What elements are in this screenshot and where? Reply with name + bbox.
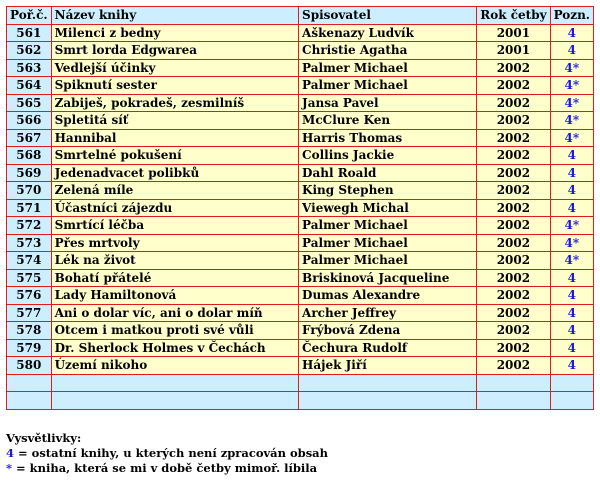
cell-title: Smrtelné pokušení	[51, 147, 298, 165]
cell-author: Hájek Jiří	[299, 357, 477, 375]
cell-author: Palmer Michael	[299, 234, 477, 252]
cell-note: 4	[550, 147, 593, 165]
cell-title: Lék na život	[51, 252, 298, 270]
cell-author: Palmer Michael	[299, 252, 477, 270]
cell-note: 4	[550, 304, 593, 322]
cell-number: 568	[7, 147, 52, 165]
empty-cell	[299, 374, 477, 392]
legend-line-favorite	[6, 461, 328, 476]
cell-title: Spletitá síť	[51, 112, 298, 130]
table-row	[7, 112, 594, 130]
cell-author: Dahl Roald	[299, 164, 477, 182]
table-row	[7, 269, 594, 287]
cell-note: 4*	[550, 112, 593, 130]
empty-cell	[7, 374, 52, 392]
cell-year: 2002	[477, 59, 550, 77]
table-row	[7, 182, 594, 200]
cell-number: 570	[7, 182, 52, 200]
cell-year: 2002	[477, 252, 550, 270]
cell-title: Účastníci zájezdu	[51, 199, 298, 217]
cell-year: 2002	[477, 339, 550, 357]
cell-note: 4*	[550, 217, 593, 235]
cell-title: Zelená míle	[51, 182, 298, 200]
table-header-row	[7, 7, 594, 25]
cell-number: 566	[7, 112, 52, 130]
cell-author: Viewegh Michal	[299, 199, 477, 217]
cell-note: 4	[550, 164, 593, 182]
cell-number: 567	[7, 129, 52, 147]
table-row	[7, 94, 594, 112]
cell-author: Archer Jeffrey	[299, 304, 477, 322]
empty-row	[7, 392, 594, 410]
empty-cell	[550, 374, 593, 392]
legend-mark-star: *	[6, 461, 13, 475]
cell-year: 2002	[477, 357, 550, 375]
cell-author: Palmer Michael	[299, 59, 477, 77]
cell-author: King Stephen	[299, 182, 477, 200]
cell-note: 4	[550, 269, 593, 287]
cell-title: Otcem i matkou proti své vůli	[51, 322, 298, 340]
table-row	[7, 129, 594, 147]
cell-author: Jansa Pavel	[299, 94, 477, 112]
empty-cell	[51, 374, 298, 392]
cell-year: 2002	[477, 322, 550, 340]
cell-author: Čechura Rudolf	[299, 339, 477, 357]
cell-title: Území nikoho	[51, 357, 298, 375]
cell-title: Hannibal	[51, 129, 298, 147]
cell-year: 2002	[477, 147, 550, 165]
cell-title: Bohatí přátelé	[51, 269, 298, 287]
legend-text-favorite: = kniha, která se mi v době četby mimoř. líbila	[12, 461, 318, 475]
empty-cell	[477, 374, 550, 392]
table-row	[7, 147, 594, 165]
empty-cell	[550, 392, 593, 410]
table-row	[7, 252, 594, 270]
table-row	[7, 322, 594, 340]
legend	[6, 431, 328, 476]
empty-row	[7, 374, 594, 392]
header-title: Název knihy	[51, 7, 298, 25]
table-row	[7, 357, 594, 375]
cell-year: 2002	[477, 129, 550, 147]
cell-author: Briskinová Jacqueline	[299, 269, 477, 287]
cell-number: 561	[7, 24, 52, 42]
cell-title: Jedenadvacet polibků	[51, 164, 298, 182]
cell-note: 4	[550, 199, 593, 217]
cell-number: 563	[7, 59, 52, 77]
table-row	[7, 287, 594, 305]
cell-author: McClure Ken	[299, 112, 477, 130]
cell-title: Dr. Sherlock Holmes v Čechách	[51, 339, 298, 357]
cell-note: 4*	[550, 252, 593, 270]
cell-year: 2002	[477, 287, 550, 305]
table-row	[7, 42, 594, 60]
cell-title: Vedlejší účinky	[51, 59, 298, 77]
table-row	[7, 339, 594, 357]
cell-title: Smrtící léčba	[51, 217, 298, 235]
legend-heading: Vysvětlivky:	[6, 431, 82, 445]
cell-year: 2002	[477, 182, 550, 200]
cell-note: 4	[550, 182, 593, 200]
cell-number: 580	[7, 357, 52, 375]
cell-number: 578	[7, 322, 52, 340]
cell-year: 2001	[477, 42, 550, 60]
cell-year: 2002	[477, 269, 550, 287]
cell-note: 4	[550, 339, 593, 357]
cell-note: 4	[550, 357, 593, 375]
table-row	[7, 217, 594, 235]
table-row	[7, 164, 594, 182]
cell-note: 4*	[550, 94, 593, 112]
cell-number: 564	[7, 77, 52, 95]
cell-author: Palmer Michael	[299, 217, 477, 235]
cell-note: 4*	[550, 77, 593, 95]
cell-title: Lady Hamiltonová	[51, 287, 298, 305]
cell-author: Christie Agatha	[299, 42, 477, 60]
book-list-container	[6, 6, 594, 410]
cell-title: Přes mrtvoly	[51, 234, 298, 252]
cell-year: 2002	[477, 94, 550, 112]
cell-year: 2002	[477, 112, 550, 130]
header-author: Spisovatel	[299, 7, 477, 25]
cell-note: 4	[550, 287, 593, 305]
empty-cell	[299, 392, 477, 410]
empty-cell	[51, 392, 298, 410]
cell-author: Harris Thomas	[299, 129, 477, 147]
header-note: Pozn.	[550, 7, 593, 25]
book-table	[6, 6, 594, 410]
cell-title: Zabiješ, pokradeš, zesmilníš	[51, 94, 298, 112]
cell-number: 579	[7, 339, 52, 357]
cell-title: Milenci z bedny	[51, 24, 298, 42]
cell-number: 565	[7, 94, 52, 112]
cell-year: 2002	[477, 234, 550, 252]
cell-author: Palmer Michael	[299, 77, 477, 95]
cell-note: 4*	[550, 234, 593, 252]
table-row	[7, 234, 594, 252]
cell-note: 4	[550, 322, 593, 340]
cell-number: 574	[7, 252, 52, 270]
cell-author: Dumas Alexandre	[299, 287, 477, 305]
table-row	[7, 24, 594, 42]
legend-text-other: = ostatní knihy, u kterých není zpracován obsah	[14, 446, 328, 460]
cell-number: 562	[7, 42, 52, 60]
cell-title: Smrt lorda Edgwarea	[51, 42, 298, 60]
table-row	[7, 59, 594, 77]
cell-year: 2002	[477, 77, 550, 95]
legend-mark-four: 4	[6, 446, 15, 460]
cell-year: 2002	[477, 217, 550, 235]
empty-cell	[477, 392, 550, 410]
cell-year: 2002	[477, 164, 550, 182]
cell-author: Frýbová Zdena	[299, 322, 477, 340]
cell-year: 2002	[477, 304, 550, 322]
cell-number: 571	[7, 199, 52, 217]
cell-note: 4*	[550, 129, 593, 147]
cell-author: Collins Jackie	[299, 147, 477, 165]
cell-author: Aškenazy Ludvík	[299, 24, 477, 42]
cell-note: 4	[550, 42, 593, 60]
legend-line-other	[6, 446, 328, 461]
table-row	[7, 199, 594, 217]
cell-note: 4*	[550, 59, 593, 77]
cell-note: 4	[550, 24, 593, 42]
cell-title: Spiknutí sester	[51, 77, 298, 95]
cell-number: 577	[7, 304, 52, 322]
cell-number: 569	[7, 164, 52, 182]
cell-number: 575	[7, 269, 52, 287]
empty-cell	[7, 392, 52, 410]
cell-number: 572	[7, 217, 52, 235]
table-row	[7, 304, 594, 322]
table-row	[7, 77, 594, 95]
header-year: Rok četby	[477, 7, 550, 25]
cell-title: Ani o dolar víc, ani o dolar míň	[51, 304, 298, 322]
header-number: Poř.č.	[7, 7, 52, 25]
cell-number: 573	[7, 234, 52, 252]
cell-year: 2002	[477, 199, 550, 217]
cell-year: 2001	[477, 24, 550, 42]
cell-number: 576	[7, 287, 52, 305]
